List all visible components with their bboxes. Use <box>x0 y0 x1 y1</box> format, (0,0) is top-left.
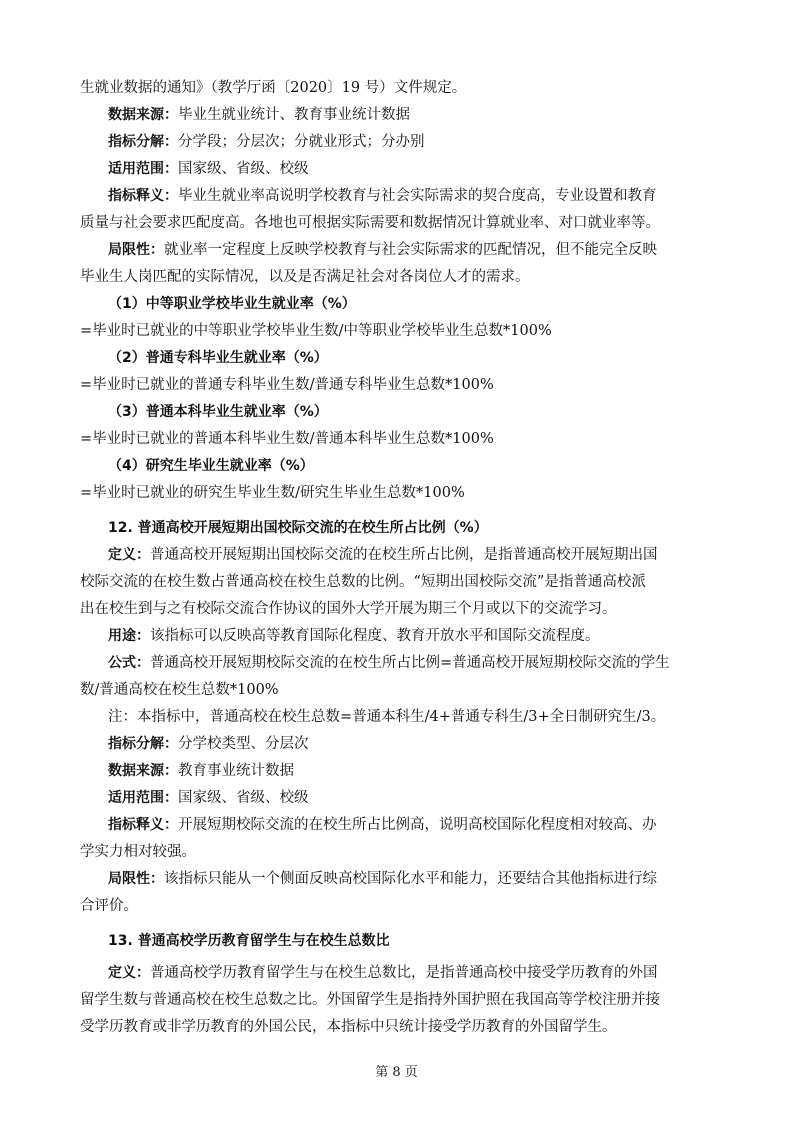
section-heading <box>108 518 741 538</box>
field-value: 分学校类型、分层次 <box>178 736 309 752</box>
field-value: 国家级、省级、校级 <box>178 790 309 806</box>
subheading <box>108 348 741 368</box>
paragraph-line <box>108 132 713 152</box>
formula: =毕业时已就业的研究生毕业生数/研究生毕业生总数*100% <box>80 485 465 501</box>
text: 受学历教育或非学历教育的外国公民，本指标中只统计接受学历教育的外国留学生。 <box>80 1019 617 1035</box>
paragraph-line <box>108 788 713 808</box>
field-value: 普通高校开展短期出国校际交流的在校生所占比例，是指普通高校开展短期出国 <box>150 547 658 563</box>
paragraph-line <box>80 213 713 233</box>
section-heading <box>108 931 741 951</box>
subheading <box>108 456 741 476</box>
field-value: 就业率一定程度上反映学校教育与社会实际需求的匹配情况，但不能完全反映 <box>164 242 657 258</box>
field-label: 局限性： <box>108 242 164 258</box>
field-label: 适用范围： <box>108 790 178 806</box>
paragraph-line <box>80 267 713 287</box>
subheading <box>108 294 741 314</box>
field-label: 定义： <box>108 965 150 981</box>
field-value: 教育事业统计数据 <box>178 763 294 779</box>
text: 合评价。 <box>80 898 138 914</box>
paragraph-line <box>80 990 713 1010</box>
paragraph-line <box>108 761 713 781</box>
formula: =毕业时已就业的普通专科毕业生数/普通专科毕业生总数*100% <box>80 377 494 393</box>
field-value: 普通高校开展短期校际交流的在校生所占比例=普通高校开展短期校际交流的学生 <box>150 655 670 671</box>
text: 出在校生到与之有校际交流合作协议的国外大学开展为期三个月或以下的交流学习。 <box>80 601 617 617</box>
subheading-text: （1）中等职业学校毕业生就业率（%） <box>108 296 356 312</box>
text: 生就业数据的通知》（教学厅函〔2020〕19 号）文件规定。 <box>80 80 467 96</box>
paragraph-line <box>108 186 713 206</box>
text: 校际交流的在校生数占普通高校在校生总数的比例。“短期出国校际交流”是指普通高校派 <box>80 574 646 590</box>
paragraph-line <box>80 842 713 862</box>
paragraph-line <box>80 1017 713 1037</box>
field-value: 毕业生就业统计、教育事业统计数据 <box>178 107 410 123</box>
section-heading-text: 13. 普通高校学历教育留学生与在校生总数比 <box>108 933 390 949</box>
field-label: 定义： <box>108 547 150 563</box>
text: 毕业生人岗匹配的实际情况，以及是否满足社会对各岗位人才的需求。 <box>80 269 530 285</box>
paragraph-line <box>108 240 713 260</box>
formula-line <box>80 321 713 341</box>
paragraph-line <box>80 896 713 916</box>
field-value: 开展短期校际交流的在校生所占比例高，说明高校国际化程度相对较高、办 <box>178 817 657 833</box>
field-value: 国家级、省级、校级 <box>178 161 309 177</box>
field-value: 普通高校学历教育留学生与在校生总数比，是指普通高校中接受学历教育的外国 <box>150 965 658 981</box>
formula-line <box>80 483 713 503</box>
field-label: 公式： <box>108 655 150 671</box>
paragraph-line <box>108 869 713 889</box>
field-label: 指标释义： <box>108 188 178 204</box>
subheading-text: （3）普通本科毕业生就业率（%） <box>108 404 328 420</box>
field-value: 毕业生就业率高说明学校教育与社会实际需求的契合度高，专业设置和教育 <box>178 188 657 204</box>
section-heading-text: 12. 普通高校开展短期出国校际交流的在校生所占比例（%） <box>108 520 488 536</box>
subheading <box>108 402 741 422</box>
field-label: 数据来源： <box>108 763 178 779</box>
field-label: 指标释义： <box>108 817 178 833</box>
paragraph-line <box>108 105 713 125</box>
field-label: 指标分解： <box>108 134 178 150</box>
page-number: 第 8 页 <box>375 1065 418 1080</box>
field-label: 指标分解： <box>108 736 178 752</box>
field-value: 分学段；分层次；分就业形式；分办别 <box>178 134 425 150</box>
paragraph-line <box>80 680 713 700</box>
paragraph-line <box>108 815 713 835</box>
paragraph-line <box>108 734 713 754</box>
formula-line <box>80 375 713 395</box>
paragraph-line <box>108 963 713 983</box>
paragraph-line <box>108 545 713 565</box>
text: 数/普通高校在校生总数*100% <box>80 682 279 698</box>
text: 学实力相对较强。 <box>80 844 196 860</box>
subheading-text: （4）研究生毕业生就业率（%） <box>108 458 314 474</box>
paragraph-line <box>108 626 713 646</box>
paragraph-line <box>80 78 713 98</box>
field-label: 数据来源： <box>108 107 178 123</box>
formula: =毕业时已就业的中等职业学校毕业生数/中等职业学校毕业生总数*100% <box>80 323 552 339</box>
formula-line <box>80 429 713 449</box>
formula: =毕业时已就业的普通本科毕业生数/普通本科毕业生总数*100% <box>80 431 494 447</box>
paragraph-line <box>108 653 713 673</box>
note-line <box>108 707 713 727</box>
text: 留学生数与普通高校在校生总数之比。外国留学生是指持外国护照在我国高等学校注册并接 <box>80 992 660 1008</box>
paragraph-line <box>108 159 713 179</box>
paragraph-line <box>80 572 713 592</box>
subheading-text: （2）普通专科毕业生就业率（%） <box>108 350 328 366</box>
field-label: 局限性： <box>108 871 164 887</box>
field-label: 用途： <box>108 628 150 644</box>
field-label: 适用范围： <box>108 161 178 177</box>
note-text: 注：本指标中，普通高校在校生总数=普通本科生/4+普通专科生/3+全日制研究生/3。 <box>108 709 666 725</box>
paragraph-line <box>80 599 713 619</box>
text: 质量与社会要求匹配度高。各地也可根据实际需要和数据情况计算就业率、对口就业率等。 <box>80 215 660 231</box>
field-value: 该指标只能从一个侧面反映高校国际化水平和能力，还要结合其他指标进行综 <box>164 871 657 887</box>
field-value: 该指标可以反映高等教育国际化程度、教育开放水平和国际交流程度。 <box>150 628 600 644</box>
